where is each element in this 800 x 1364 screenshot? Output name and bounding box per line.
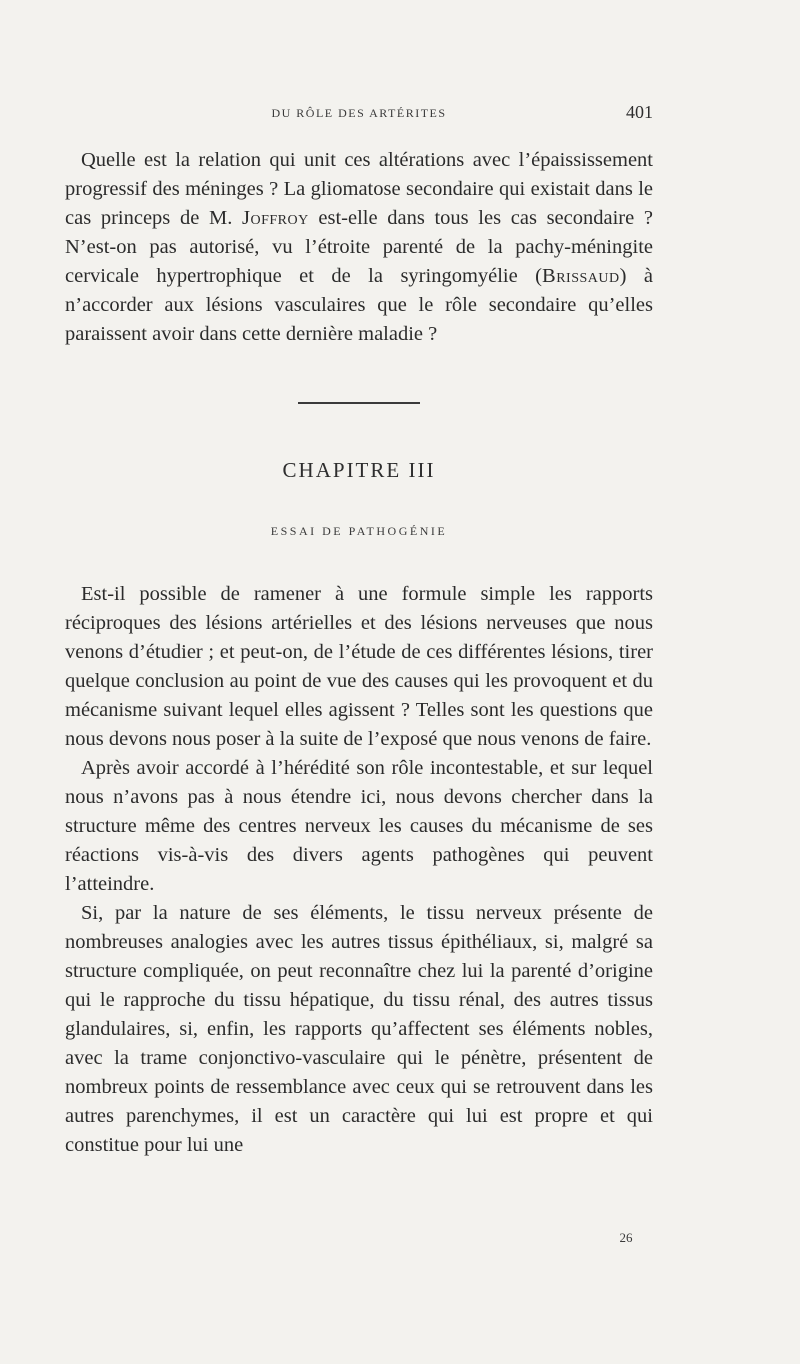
intro-text-part1: Quelle est la relation qui unit ces altérations avec l’épaississement progressif des méninges ? La gliomatose secondaire qui existait dans le cas princeps de M.	[65, 149, 653, 229]
chapter-heading: CHAPITRE III	[282, 458, 436, 482]
signature-mark: 26	[619, 1230, 633, 1245]
running-title: DU RÔLE DES ARTÉRITES	[271, 106, 447, 120]
section-divider	[298, 402, 420, 404]
intro-text-part2: est-elle dans tous les cas secondaire ? N’est-on pas autorisé, vu l’étroite parenté de la pachy-méningite cervicale hypertrophique et de la syringomyélie (	[65, 207, 653, 287]
author-joffroy: Joffroy	[241, 207, 309, 229]
intro-paragraph	[65, 146, 653, 349]
page-number: 401	[626, 102, 653, 122]
body-paragraph: Après avoir accordé à l’hérédité son rôle incontestable, et sur lequel nous n’avons pas à nous étendre ici, nous devons chercher dans la structure même des centres nerveux les causes du mécanisme de ses réactions vis-à-vis des divers agents pathogènes qui peuvent l’atteindre.	[65, 757, 653, 895]
body-paragraph: Si, par la nature de ses éléments, le tissu nerveux présente de nombreuses analogies avec les autres tissus épithéliaux, si, malgré sa structure compliquée, on peut reconnaître chez lui la parenté d’origine qui le rapproche du tissu hépatique, du tissu rénal, des autres tissus glandulaires, si, enfin, les rapports qu’affectent ses éléments nobles, avec la trame conjonctivo-vasculaire qui le pénètre, présentent de nombreux points de ressemblance avec ceux qui se retrouvent dans les autres parenchymes, il est un caractère qui lui est propre et qui constitue pour lui une	[65, 902, 653, 1156]
running-head	[65, 102, 653, 126]
body-paragraph: Est-il possible de ramener à une formule simple les rapports réciproques des lésions artérielles et des lésions nerveuses que nous venons d’étudier ; et peut-on, de l’étude de ces différentes lésions, tirer quelque conclusion au point de vue des causes qui les provoquent et du mécanisme suivant lequel elles agissent ? Telles sont les questions que nous devons nous poser à la suite de l’exposé que nous venons de faire.	[65, 583, 653, 750]
author-brissaud: Brissaud	[542, 265, 620, 287]
intro-text	[65, 146, 653, 349]
chapter-body	[65, 580, 653, 1160]
chapter-subtitle: ESSAI DE PATHOGÉNIE	[270, 524, 448, 538]
intro-text-part3: ) à n’accorder aux lésions vasculaires que le rôle secondaire qu’elles paraissent avoir dans cette dernière maladie ?	[65, 265, 653, 345]
